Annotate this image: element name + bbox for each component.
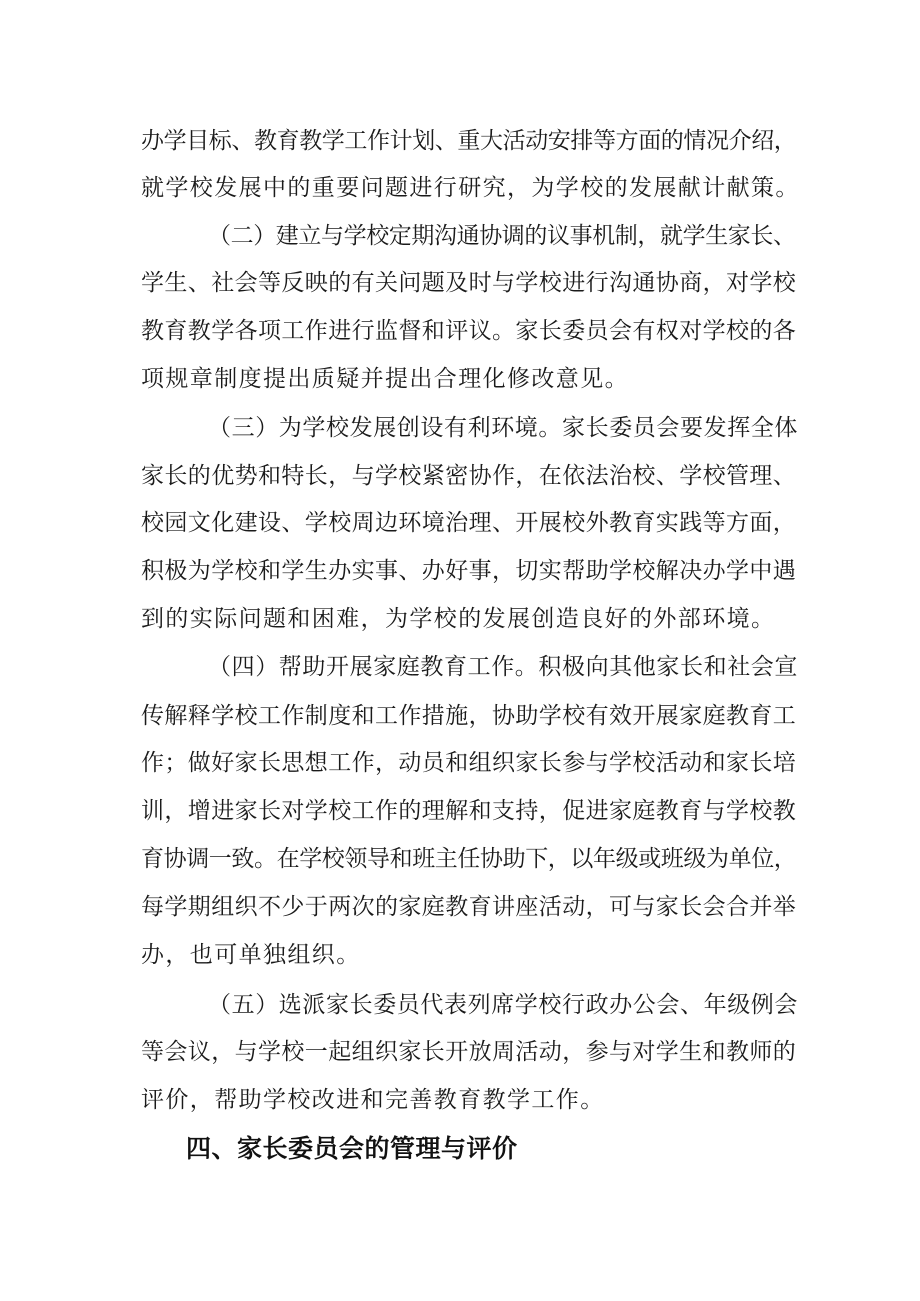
paragraph-4-line-6: 每学期组织不少于两次的家庭教育讲座活动，可与家长会合并举 xyxy=(141,894,797,920)
paragraph-4-line-4: 训，增进家长对学校工作的理解和支持，促进家庭教育与学校教 xyxy=(141,798,797,824)
paragraph-4-line-3: 作；做好家长思想工作，动员和组织家长参与学校活动和家长培 xyxy=(141,750,797,776)
paragraph-2-line-2: 学生、社会等反映的有关问题及时与学校进行沟通协商，对学校 xyxy=(141,270,797,296)
paragraph-4-line-1: （四）帮助开展家庭教育工作。积极向其他家长和社会宣 xyxy=(208,654,798,680)
paragraph-5-line-3: 评价，帮助学校改进和完善教育教学工作。 xyxy=(141,1087,605,1113)
paragraph-4-line-7: 办，也可单独组织。 xyxy=(141,942,361,968)
paragraph-5-line-1: （五）选派家长委员代表列席学校行政办公会、年级例会 xyxy=(208,992,798,1018)
paragraph-3-line-4: 积极为学校和学生办实事、办好事，切实帮助学校解决办学中遇 xyxy=(141,558,797,584)
paragraph-1-line-1: 办学目标、教育教学工作计划、重大活动安排等方面的情况介绍， xyxy=(141,128,797,154)
paragraph-3-line-5: 到的实际问题和困难，为学校的发展创造良好的外部环境。 xyxy=(141,606,776,632)
paragraph-2-line-1: （二）建立与学校定期沟通协调的议事机制，就学生家长、 xyxy=(208,223,796,249)
paragraph-2-line-3: 教育教学各项工作进行监督和评议。家长委员会有权对学校的各 xyxy=(141,318,797,344)
paragraph-3-line-3: 校园文化建设、学校周边环境治理、开展校外教育实践等方面， xyxy=(141,510,797,536)
paragraph-4-line-2: 传解释学校工作制度和工作措施，协助学校有效开展家庭教育工 xyxy=(141,703,797,729)
paragraph-1-line-2: 就学校发展中的重要问题进行研究，为学校的发展献计献策。 xyxy=(141,175,800,201)
paragraph-3-line-2: 家长的优势和特长，与学校紧密协作，在依法治校、学校管理、 xyxy=(141,463,797,489)
paragraph-4-line-5: 育协调一致。在学校领导和班主任协助下，以年级或班级为单位， xyxy=(141,846,797,872)
section-heading: 四、家长委员会的管理与评价 xyxy=(186,1134,518,1163)
paragraph-3-line-1: （三）为学校发展创设有利环境。家长委员会要发挥全体 xyxy=(208,415,798,441)
paragraph-2-line-4: 项规章制度提出质疑并提出合理化修改意见。 xyxy=(141,366,629,392)
paragraph-5-line-2: 等会议，与学校一起组织家长开放周活动，参与对学生和教师的 xyxy=(141,1039,797,1065)
